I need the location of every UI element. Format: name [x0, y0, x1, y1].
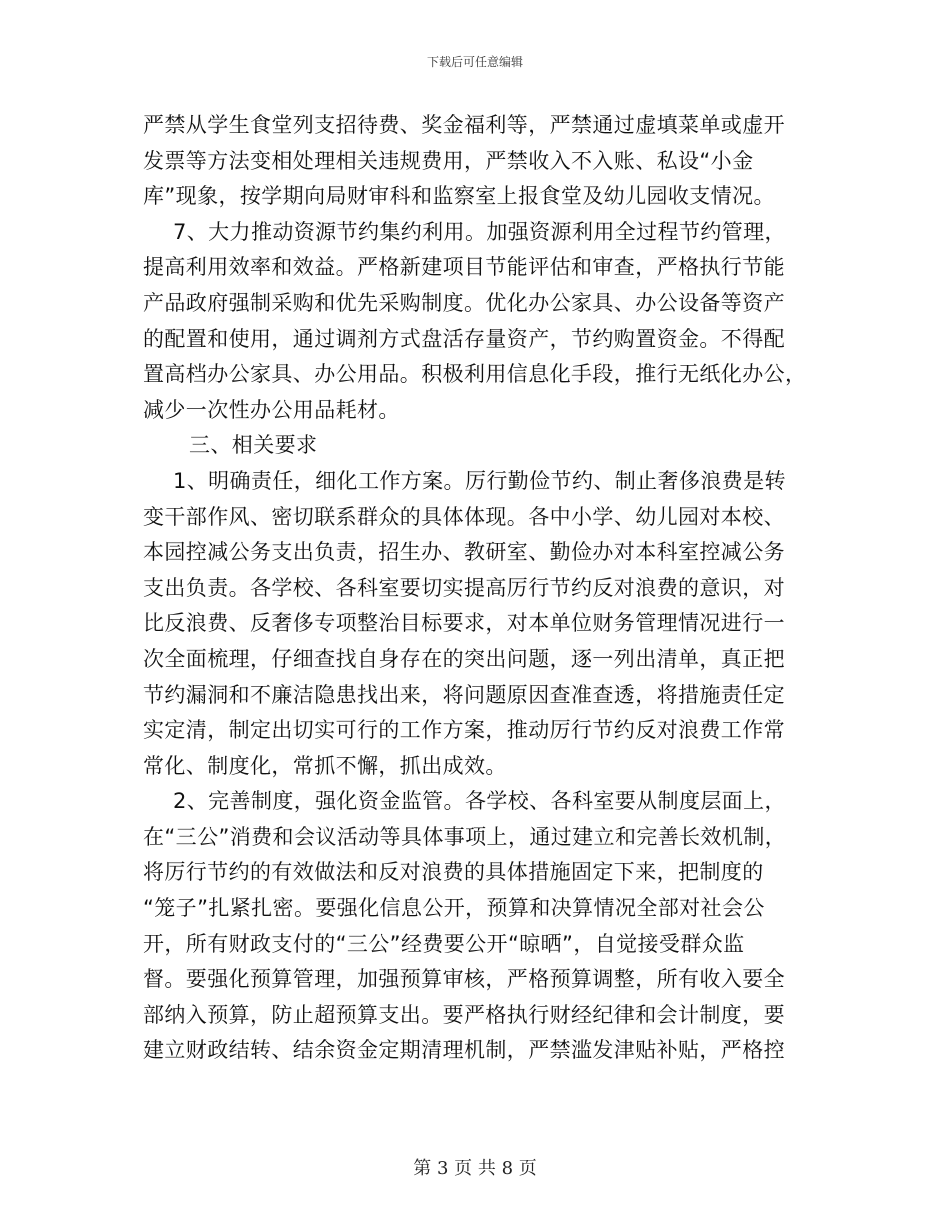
text-line: 在“三公”消费和会议活动等具体事项上，通过建立和完善长效机制，	[143, 824, 787, 849]
text-line: 部纳入预算，防止超预算支出。要严格执行财经纪律和会计制度，要	[143, 1002, 785, 1027]
text-line: 将厉行节约的有效做法和反对浪费的具体措施固定下来，把制度的	[143, 860, 764, 885]
text-line: 节约漏洞和不廉洁隐患找出来，将问题原因查准查透，将措施责任定	[143, 682, 785, 707]
text-line: 比反浪费、反奢侈专项整治目标要求，对本单位财务管理情况进行一	[143, 611, 785, 636]
text-line: 库”现象，按学期向局财审科和监察室上报食堂及幼儿园收支情况。	[143, 184, 775, 209]
text-line: 提高利用效率和效益。严格新建项目节能评估和审查，严格执行节能	[143, 255, 785, 280]
page-number: 第 3 页 共 8 页	[413, 1158, 537, 1179]
text-line: 置高档办公家具、办公用品。积极利用信息化手段，推行无纸化办公，	[143, 362, 807, 387]
text-line: 2、完善制度，强化资金监管。各学校、各科室要从制度层面上，	[173, 789, 786, 814]
text-line: 减少一次性办公用品耗材。	[143, 397, 400, 422]
text-line: 的配置和使用，通过调剂方式盘活存量资产，节约购置资金。不得配	[143, 326, 785, 351]
text-line: 7、大力推动资源节约集约利用。加强资源利用全过程节约管理，	[173, 219, 786, 244]
text-line: 督。要强化预算管理，加强预算审核，严格预算调整，所有收入要全	[143, 967, 785, 992]
text-line: 次全面梳理，仔细查找自身存在的突出问题，逐一列出清单，真正把	[143, 646, 785, 671]
page-header: 下载后可任意编辑	[426, 55, 523, 69]
text-line: 1、明确责任，细化工作方案。厉行勤俭节约、制止奢侈浪费是转	[173, 468, 786, 493]
text-line: 严禁从学生食堂列支招待费、奖金福利等，严禁通过虚填菜单或虚开	[143, 113, 785, 137]
text-line: 实定清，制定出切实可行的工作方案，推动厉行节约反对浪费工作常	[143, 718, 785, 743]
text-line: “笼子”扎紧扎密。要强化信息公开，预算和决算情况全部对社会公	[143, 896, 765, 921]
text-line: 常化、制度化，常抓不懈，抓出成效。	[143, 753, 507, 778]
text-line: 本园控减公务支出负责，招生办、教研室、勤俭办对本科室控减公务	[143, 540, 785, 565]
section-heading: 三、相关要求	[189, 433, 318, 458]
text-line: 变干部作风、密切联系群众的具体体现。各中小学、幼儿园对本校、	[143, 504, 785, 529]
text-line: 支出负责。各学校、各科室要切实提高厉行节约反对浪费的意识，对	[143, 575, 785, 600]
text-line: 发票等方法变相处理相关违规费用，严禁收入不入账、私设“小金	[143, 148, 754, 173]
document-body	[143, 108, 808, 1069]
text-line: 产品政府强制采购和优先采购制度。优化办公家具、办公设备等资产	[143, 290, 785, 315]
text-line: 开，所有财政支付的“三公”经费要公开“晾晒”，自觉接受群众监	[143, 931, 745, 956]
text-line: 建立财政结转、结余资金定期清理机制，严禁滥发津贴补贴，严格控	[143, 1038, 785, 1063]
